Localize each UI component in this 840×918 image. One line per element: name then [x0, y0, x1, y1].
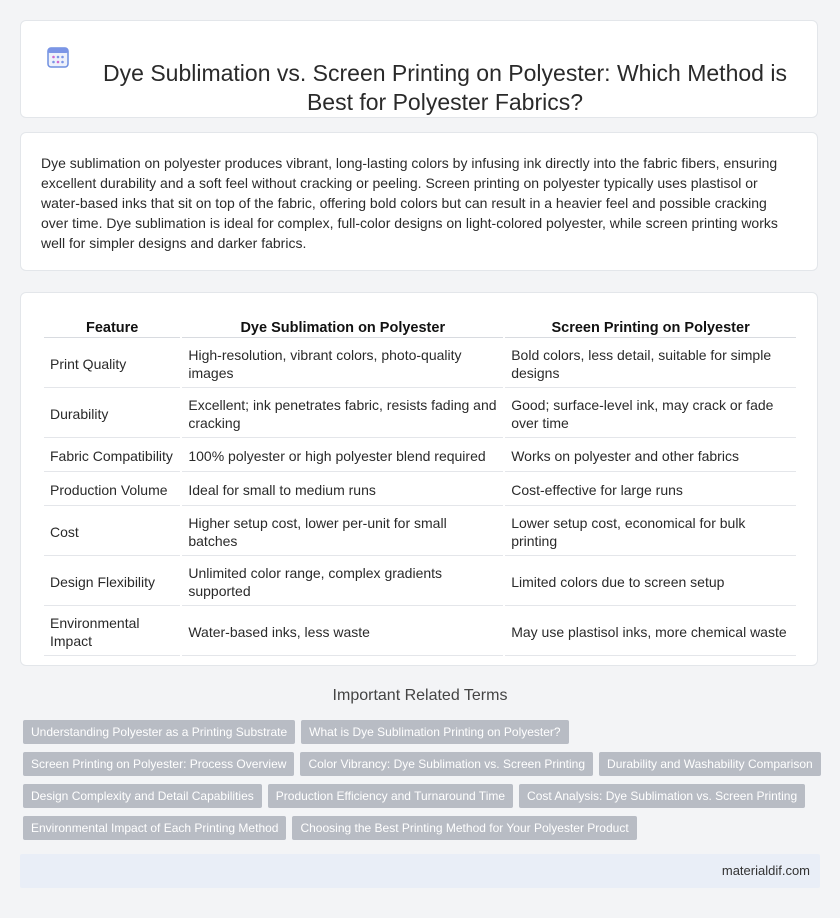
- table-row: [44, 390, 796, 438]
- related-term-tag[interactable]: Choosing the Best Printing Method for Your Polyester Product: [292, 816, 636, 840]
- screen-printing-cell: Limited colors due to screen setup: [505, 558, 796, 606]
- screen-printing-cell: Works on polyester and other fabrics: [505, 440, 796, 472]
- table-header-row: [44, 319, 796, 338]
- table-row: [44, 340, 796, 388]
- dye-sublimation-cell: Unlimited color range, complex gradients supported: [182, 558, 503, 606]
- table-row: [44, 474, 796, 506]
- dye-sublimation-cell: Higher setup cost, lower per-unit for small batches: [182, 508, 503, 556]
- table-row: [44, 508, 796, 556]
- screen-printing-cell: Bold colors, less detail, suitable for simple designs: [505, 340, 796, 388]
- related-term-tag[interactable]: What is Dye Sublimation Printing on Polyester?: [301, 720, 568, 744]
- comparison-table: [42, 317, 798, 658]
- related-term-tag[interactable]: Color Vibrancy: Dye Sublimation vs. Screen Printing: [300, 752, 593, 776]
- related-term-tag[interactable]: Understanding Polyester as a Printing Substrate: [23, 720, 295, 744]
- page-title: Dye Sublimation vs. Screen Printing on Polyester: Which Method is Best for Polyester Fabrics?: [103, 60, 787, 116]
- dye-sublimation-cell: Ideal for small to medium runs: [182, 474, 503, 506]
- screen-printing-cell: May use plastisol inks, more chemical waste: [505, 608, 796, 656]
- table-row: [44, 440, 796, 472]
- header-screen-printing: Screen Printing on Polyester: [505, 319, 796, 338]
- footer: [20, 854, 820, 888]
- related-term-tag[interactable]: Screen Printing on Polyester: Process Overview: [23, 752, 294, 776]
- footer-site-link[interactable]: materialdif.com: [721, 863, 810, 878]
- related-term-tag[interactable]: Environmental Impact of Each Printing Method: [23, 816, 286, 840]
- related-terms-list: [23, 720, 823, 848]
- related-term-tag[interactable]: Durability and Washability Comparison: [599, 752, 821, 776]
- comparison-table-card: [20, 292, 818, 666]
- feature-cell: Fabric Compatibility: [44, 440, 180, 472]
- related-term-tag[interactable]: Design Complexity and Detail Capabilities: [23, 784, 262, 808]
- table-row: [44, 608, 796, 656]
- summary-card: [20, 132, 818, 271]
- summary-paragraph: Dye sublimation on polyester produces vibrant, long-lasting colors by infusing ink directly into the fabric fibers, ensuring excellent durability and a soft feel without cracking or peeling. Screen printing on polyester typically uses plastisol or water-based inks that sit on top of the fabric, offering bold colors but can result in a heavier feel and possible cracking over time. Dye sublimation is ideal for complex, full-color designs on light-colored polyester, while screen printing works well for simpler designs and darker fabrics.: [41, 155, 778, 251]
- feature-cell: Print Quality: [44, 340, 180, 388]
- related-term-tag[interactable]: Cost Analysis: Dye Sublimation vs. Screen Printing: [519, 784, 805, 808]
- dye-sublimation-cell: Excellent; ink penetrates fabric, resists fading and cracking: [182, 390, 503, 438]
- feature-cell: Durability: [44, 390, 180, 438]
- feature-cell: Environmental Impact: [44, 608, 180, 656]
- screen-printing-cell: Good; surface-level ink, may crack or fade over time: [505, 390, 796, 438]
- table-row: [44, 558, 796, 606]
- calendar-grid-icon: [47, 45, 69, 69]
- related-terms-heading: Important Related Terms: [332, 687, 508, 704]
- feature-cell: Design Flexibility: [44, 558, 180, 606]
- header-feature: Feature: [44, 319, 180, 338]
- dye-sublimation-cell: 100% polyester or high polyester blend required: [182, 440, 503, 472]
- feature-cell: Production Volume: [44, 474, 180, 506]
- feature-cell: Cost: [44, 508, 180, 556]
- screen-printing-cell: Cost-effective for large runs: [505, 474, 796, 506]
- header-dye-sublimation: Dye Sublimation on Polyester: [182, 319, 503, 338]
- screen-printing-cell: Lower setup cost, economical for bulk printing: [505, 508, 796, 556]
- title-card: [20, 20, 818, 118]
- related-term-tag[interactable]: Production Efficiency and Turnaround Time: [268, 784, 513, 808]
- dye-sublimation-cell: Water-based inks, less waste: [182, 608, 503, 656]
- dye-sublimation-cell: High-resolution, vibrant colors, photo-quality images: [182, 340, 503, 388]
